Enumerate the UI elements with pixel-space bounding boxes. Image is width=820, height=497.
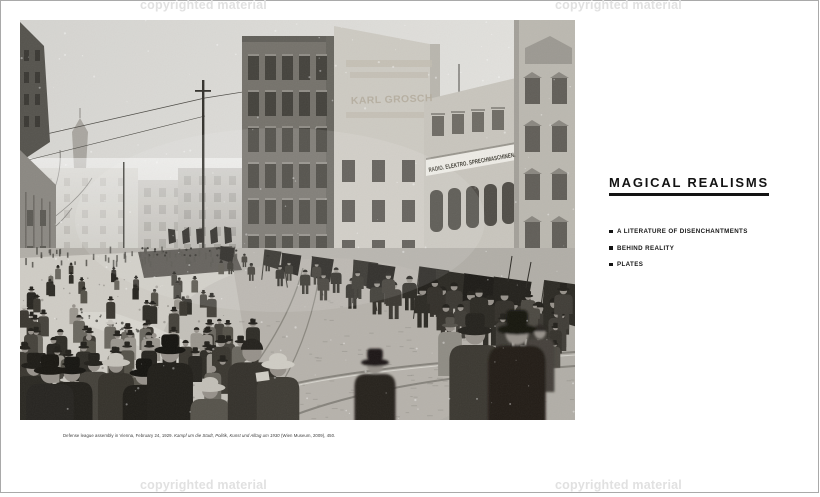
copyright-watermark: copyrighted material — [555, 478, 682, 492]
street-photograph — [20, 20, 575, 420]
copyright-watermark: copyrighted material — [140, 0, 267, 12]
film-grain-overlay — [20, 20, 575, 420]
toc-item-label: BEHIND REALITY — [617, 244, 675, 252]
caption-work-title: Kampf um die Stadt, Politik, Kunst und Alltag um 1930 — [174, 433, 280, 438]
caption-citation: (Wien Museum, 2009), 450. — [279, 433, 336, 438]
chapter-contents-list — [609, 228, 748, 278]
photo-caption — [63, 428, 603, 438]
caption-text: Defense league assembly in Vienna, February 24, 1929. — [63, 433, 175, 438]
toc-item-label: PLATES — [617, 261, 644, 268]
ghost-sign-text: KARL GROSCH — [350, 93, 430, 107]
square-bullet-icon — [609, 246, 613, 250]
chapter-title: MAGICAL REALISMS — [609, 175, 770, 190]
shop-sign-text: RADIO. ELEKTRO. SPRECHMASCHINEN. — [428, 144, 556, 174]
toc-item — [609, 245, 748, 252]
title-rule — [609, 193, 769, 196]
copyright-watermark: copyrighted material — [140, 478, 267, 492]
toc-item — [609, 228, 748, 235]
square-bullet-icon — [609, 263, 613, 267]
toc-item — [609, 261, 748, 268]
toc-item-label: A LITERATURE OF DISENCHANTMENTS — [617, 228, 748, 235]
square-bullet-icon — [609, 230, 613, 234]
copyright-watermark: copyrighted material — [555, 0, 682, 12]
